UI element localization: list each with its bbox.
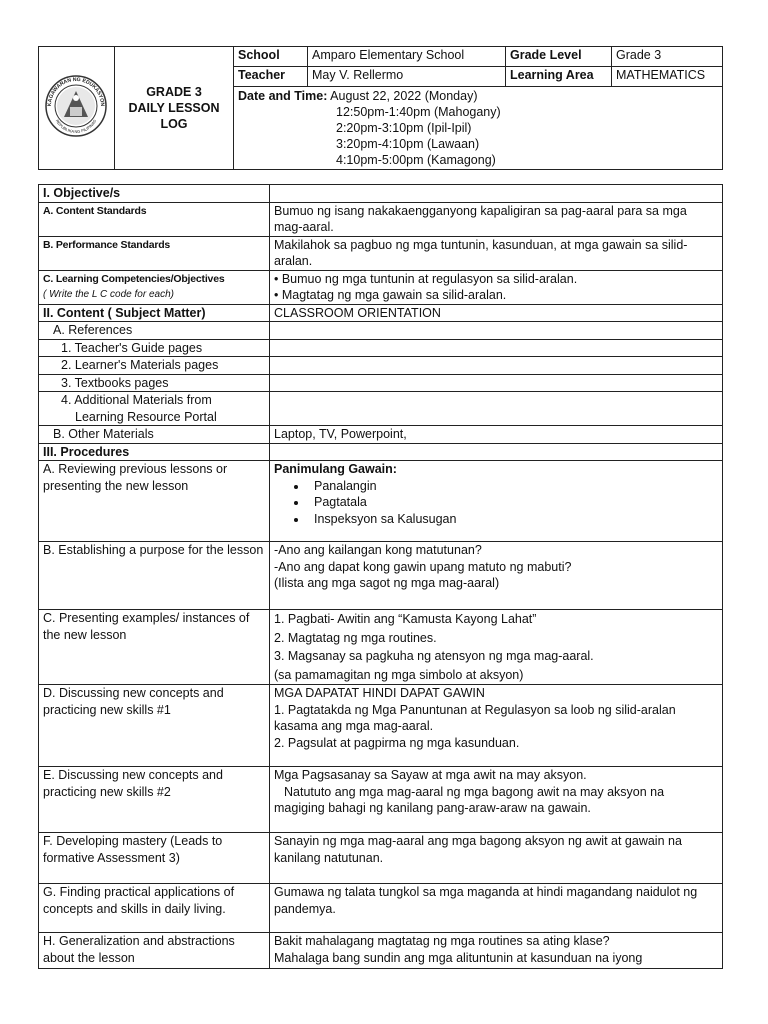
- procedure-f-value: Sanayin ng mga mag-aaral ang mga bagong aksyon ng awit at gawain na kanilang natutunan.: [270, 833, 723, 884]
- other-materials-value: Laptop, TV, Powerpoint,: [270, 426, 723, 444]
- deped-seal-icon: [39, 47, 113, 165]
- time-slot: 12:50pm-1:40pm (Mahogany): [336, 105, 501, 120]
- deped-seal-cell: [39, 47, 115, 170]
- lrp-label: 4. Additional Materials from Learning Resource Portal: [39, 392, 270, 426]
- procedure-f-label: F. Developing mastery (Leads to formative Assessment 3): [39, 833, 270, 884]
- procedure-h-label: H. Generalization and abstractions about the lesson: [39, 933, 270, 969]
- lesson-log-table: [38, 184, 723, 969]
- procedure-e-value: Mga Pagsasanay sa Sayaw at mga awit na may aksyon. Natututo ang mga mag-aaral ng mga bagong awit na may aksyon na magiging bahagi ng kanilang pang-araw-araw na gawain.: [270, 767, 723, 833]
- time-slot: 2:20pm-3:10pm (Ipil-Ipil): [336, 121, 472, 136]
- procedure-a-value: [270, 461, 723, 542]
- grade-level-label: Grade Level: [506, 47, 612, 67]
- procedure-b-value: -Ano ang kailangan kong matutunan? -Ano ang dapat kong gawin upang matuto ng mabuti? (Ilista ang mga sagot ng mga mag-aaral): [270, 542, 723, 610]
- procedure-g-value: Gumawa ng talata tungkol sa mga maganda at hindi magandang naidulot ng pandemya.: [270, 884, 723, 933]
- procedure-d-value: MGA DAPATAT HINDI DAPAT GAWIN 1. Pagtatakda ng Mga Panuntunan at Regulasyon sa loob ng silid-aralan kasama ang mga mag-aaral. 2. Pagsulat at pagpirma ng mga kasunduan.: [270, 685, 723, 767]
- list-item: • Pagtatala: [308, 494, 718, 511]
- seal-bottom-text: REPUBLIKA NG PILIPINAS: [54, 118, 98, 135]
- learning-area-value: MATHEMATICS: [612, 67, 723, 87]
- time-slot: 3:20pm-4:10pm (Lawaan): [336, 137, 480, 152]
- content-value: CLASSROOM ORIENTATION: [270, 304, 723, 322]
- seal-text: KAGAWARAN NG EDUKASYON: [46, 76, 106, 107]
- procedure-c-value: 1. Pagbati- Awitin ang “Kamusta Kayong Lahat” 2. Magtatag ng mga routines. 3. Magsanay sa pagkuha ng atensyon ng mga mag-aaral. (sa pamamagitan ng mga simbolo at aksyon): [270, 610, 723, 685]
- doc-title: GRADE 3 DAILY LESSON LOG: [115, 47, 234, 170]
- content-standards-label: A. Content Standards: [39, 202, 270, 236]
- procedure-e-label: E. Discussing new concepts and practicing new skills #2: [39, 767, 270, 833]
- competencies-label: C. Learning Competencies/Objectives: [43, 272, 225, 285]
- performance-standards-value: Makilahok sa pagbuo ng mga tuntunin, kasunduan, at mga gawain sa silid-aralan.: [270, 236, 723, 270]
- header-table: [38, 46, 723, 170]
- date-time-label: Date and Time:: [238, 89, 328, 104]
- textbooks-label: 3. Textbooks pages: [39, 374, 270, 392]
- procedure-c-label: C. Presenting examples/ instances of the new lesson: [39, 610, 270, 685]
- procedure-h-value: Bakit mahalagang magtatag ng mga routines sa ating klase? Mahalaga bang sundin ang mga alituntunin at kasunduan na iyong: [270, 933, 723, 969]
- list-item: • Inspeksyon sa Kalusugan: [308, 511, 718, 528]
- school-value: Amparo Elementary School: [308, 47, 506, 67]
- competencies-note: ( Write the L C code for each): [43, 289, 174, 300]
- teacher-value: May V. Rellermo: [308, 67, 506, 87]
- teacher-label: Teacher: [234, 67, 308, 87]
- list-item: • Panalangin: [308, 478, 718, 495]
- content-heading: II. Content ( Subject Matter): [39, 304, 270, 322]
- references-label: A. References: [39, 322, 270, 340]
- grade-level-value: Grade 3: [612, 47, 723, 67]
- procedure-b-label: B. Establishing a purpose for the lesson: [39, 542, 270, 610]
- procedure-g-label: G. Finding practical applications of concepts and skills in daily living.: [39, 884, 270, 933]
- other-materials-label: B. Other Materials: [39, 426, 270, 444]
- content-standards-value: Bumuo ng isang nakakaengganyong kapaligiran sa pag-aaral para sa mga mag-aaral.: [270, 202, 723, 236]
- procedure-a-label: A. Reviewing previous lessons or presenting the new lesson: [39, 461, 270, 542]
- learners-materials-label: 2. Learner's Materials pages: [39, 357, 270, 375]
- procedures-heading: III. Procedures: [39, 443, 270, 461]
- competencies-value: • Bumuo ng mga tuntunin at regulasyon sa silid-aralan. • Magtatag ng mga gawain sa silid-aralan.: [270, 270, 723, 304]
- date-value: August 22, 2022 (Monday): [330, 89, 478, 104]
- competencies-label-cell: [39, 270, 270, 304]
- school-label: School: [234, 47, 308, 67]
- performance-standards-label: B. Performance Standards: [39, 236, 270, 270]
- date-time-cell: [234, 87, 723, 170]
- teachers-guide-label: 1. Teacher's Guide pages: [39, 339, 270, 357]
- learning-area-label: Learning Area: [506, 67, 612, 87]
- procedure-d-label: D. Discussing new concepts and practicing new skills #1: [39, 685, 270, 767]
- objectives-heading: I. Objective/s: [39, 185, 270, 203]
- time-slot: 4:10pm-5:00pm (Kamagong): [336, 153, 496, 168]
- panimulang-gawain-heading: Panimulang Gawain:: [274, 462, 397, 476]
